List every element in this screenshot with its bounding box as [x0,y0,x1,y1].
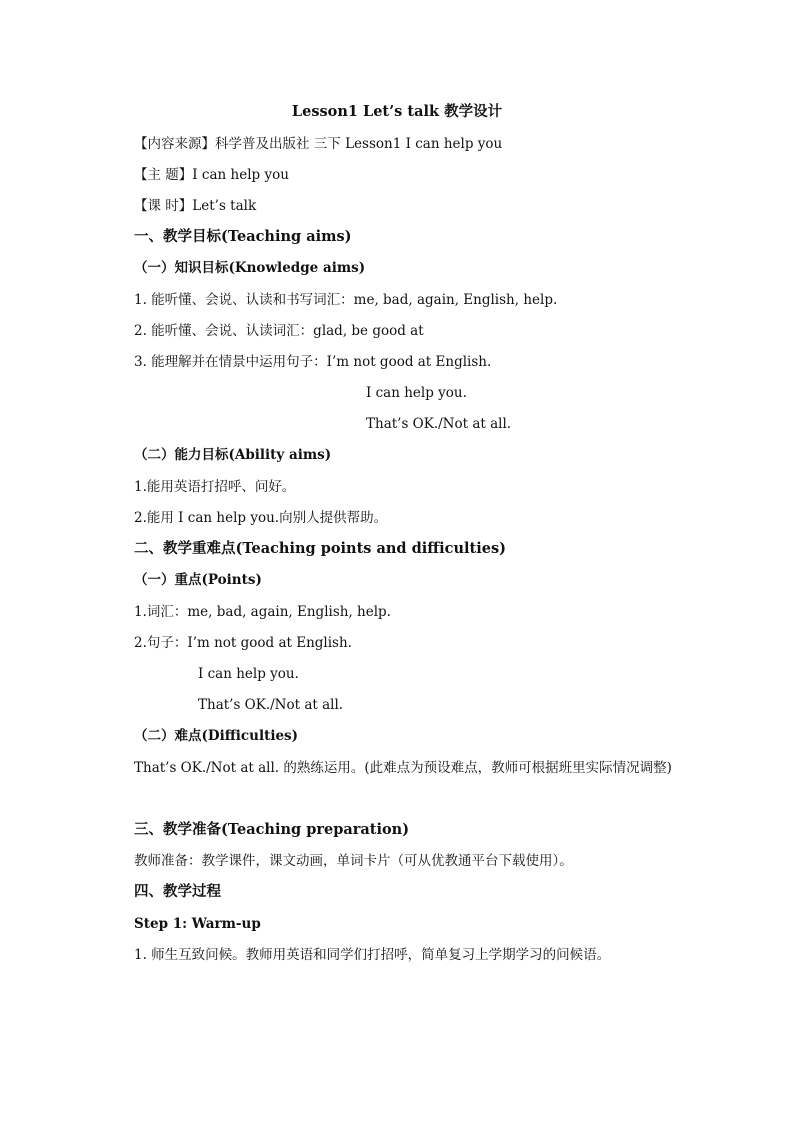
step1-text: 1. 师生互致问候。教师用英语和同学们打招呼，简单复习上学期学习的问候语。 [134,947,611,963]
knowledge-item-2: 2. 能听懂、会说、认读词汇：glad, be good at [134,323,424,339]
section-heading-preparation: 三、教学准备(Teaching preparation) [134,821,410,838]
key-point-item-2: 2.句子：I’m not good at English. [134,635,352,651]
preparation-text: 教师准备：教学课件，课文动画，单词卡片（可从优教通平台下载使用）。 [134,853,573,869]
step1-heading: Step 1: Warm-up [134,916,261,932]
subheading-difficulties: （二）难点(Difficulties) [134,728,299,744]
section-heading-points: 二、教学重难点(Teaching points and difficulties) [134,540,507,557]
subheading-ability: （二）能力目标(Ability aims) [134,447,332,463]
key-point-item-2-line-3: That’s OK./Not at all. [198,697,344,713]
section-heading-process: 四、教学过程 [134,883,221,900]
subheading-key-points: （一）重点(Points) [134,572,262,588]
key-point-item-2-line-2: I can help you. [198,666,299,682]
knowledge-item-3-line-2: I can help you. [366,385,467,401]
ability-item-2: 2.能用 I can help you.向别人提供帮助。 [134,510,388,526]
knowledge-item-1: 1. 能听懂、会说、认读和书写词汇：me, bad, again, English, help. [134,292,558,308]
meta-source: 【内容来源】科学普及出版社 三下 Lesson1 I can help you [134,136,503,152]
knowledge-item-3-line-3: That’s OK./Not at all. [366,416,512,432]
subheading-knowledge: （一）知识目标(Knowledge aims) [134,260,366,276]
difficulties-text: That’s OK./Not at all. 的熟练运用。(此难点为预设难点，教师可根据班里实际情况调整) [134,760,672,776]
document-title: Lesson1 Let’s talk 教学设计 [291,103,503,120]
ability-item-1: 1.能用英语打招呼、问好。 [134,479,296,495]
meta-period: 【课 时】Let’s talk [134,198,257,214]
key-point-item-1: 1.词汇：me, bad, again, English, help. [134,604,391,620]
knowledge-item-3: 3. 能理解并在情景中运用句子：I’m not good at English. [134,354,492,370]
section-heading-aims: 一、教学目标(Teaching aims) [134,228,352,245]
meta-topic: 【主 题】I can help you [134,167,289,183]
